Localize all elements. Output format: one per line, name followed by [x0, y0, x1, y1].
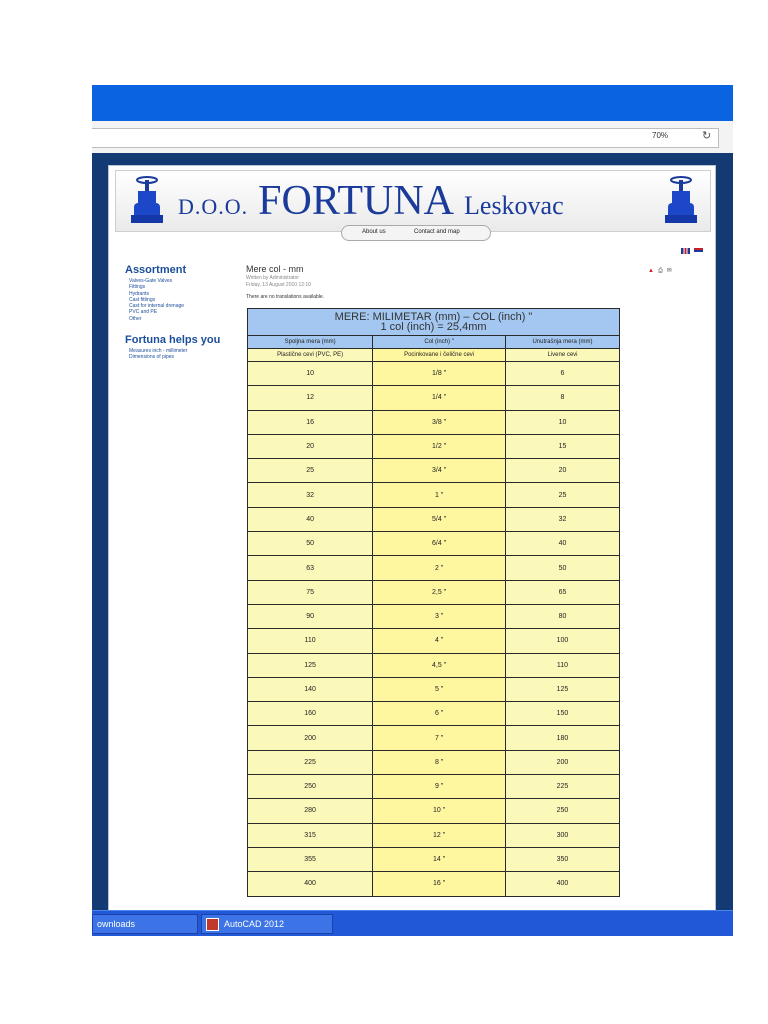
- outer-diameter-cell: 200: [248, 726, 373, 750]
- sidebar-link[interactable]: Fittings: [129, 284, 146, 291]
- sidebar-link[interactable]: PVC and PE: [129, 309, 158, 316]
- address-bar[interactable]: [92, 128, 719, 148]
- sidebar-link[interactable]: Cast for internal drenage: [129, 303, 185, 310]
- column-header: Col (inch) ": [373, 336, 506, 349]
- email-icon[interactable]: ✉: [666, 268, 672, 274]
- table-row: [248, 434, 620, 458]
- table-title: [248, 309, 620, 336]
- autocad-icon: [206, 918, 219, 931]
- zoom-level[interactable]: 70%: [652, 131, 669, 140]
- article-author: Written by Administrator: [246, 275, 299, 281]
- taskbar-item-label: AutoCAD 2012: [224, 919, 285, 929]
- outer-diameter-cell: 355: [248, 847, 373, 871]
- table-row: [248, 532, 620, 556]
- inner-diameter-cell: 32: [505, 507, 619, 531]
- refresh-icon[interactable]: ↻: [702, 130, 712, 142]
- outer-diameter-cell: 50: [248, 532, 373, 556]
- table-row: [248, 362, 620, 386]
- outer-diameter-cell: 12: [248, 386, 373, 410]
- uk-flag-icon[interactable]: [681, 248, 690, 254]
- inch-size-cell: 5 ": [373, 677, 506, 701]
- outer-diameter-cell: 125: [248, 653, 373, 677]
- column-header: Spoljna mera (mm): [248, 336, 373, 349]
- column-header: Unutrašnja mera (mm): [505, 336, 619, 349]
- table-row: [248, 799, 620, 823]
- web-page: [108, 165, 716, 910]
- taskbar-item-autocad[interactable]: [201, 914, 333, 934]
- article: [246, 264, 626, 300]
- sidebar-heading-assortment: Assortment: [125, 264, 187, 276]
- inch-size-cell: 8 ": [373, 750, 506, 774]
- inch-size-cell: 16 ": [373, 872, 506, 896]
- browser-title-bar: [92, 85, 733, 121]
- taskbar-item-downloads[interactable]: ownloads: [92, 914, 198, 934]
- inner-diameter-cell: 80: [505, 604, 619, 628]
- inner-diameter-cell: 15: [505, 434, 619, 458]
- inch-size-cell: 3/8 ": [373, 410, 506, 434]
- main-nav: [341, 225, 491, 241]
- nav-contact-and-map[interactable]: Contact and map: [414, 229, 460, 235]
- table-row: [248, 507, 620, 531]
- sidebar-link[interactable]: Dimensions of pipes: [129, 354, 175, 361]
- sidebar-link[interactable]: Measures inch - millimeter: [129, 348, 188, 355]
- inch-size-cell: 2,5 ": [373, 580, 506, 604]
- outer-diameter-cell: 225: [248, 750, 373, 774]
- outer-diameter-cell: 75: [248, 580, 373, 604]
- language-switcher: [679, 248, 703, 256]
- outer-diameter-cell: 160: [248, 702, 373, 726]
- table-row: [248, 556, 620, 580]
- outer-diameter-cell: 400: [248, 872, 373, 896]
- inch-size-cell: 6/4 ": [373, 532, 506, 556]
- table-row: [248, 580, 620, 604]
- table-row: [248, 459, 620, 483]
- inch-size-cell: 3/4 ": [373, 459, 506, 483]
- table-row: [248, 702, 620, 726]
- inner-diameter-cell: 250: [505, 799, 619, 823]
- table-title-line1: MERE: MILIMETAR (mm) – COL (inch) ": [334, 311, 533, 323]
- translation-notice: There are no translations available.: [246, 294, 325, 300]
- table-title-line2: 1 col (inch) = 25,4mm: [380, 321, 487, 333]
- inch-size-cell: 4,5 ": [373, 653, 506, 677]
- inner-diameter-cell: 180: [505, 726, 619, 750]
- outer-diameter-cell: 40: [248, 507, 373, 531]
- inner-diameter-cell: 40: [505, 532, 619, 556]
- outer-diameter-cell: 20: [248, 434, 373, 458]
- serbia-flag-icon[interactable]: [694, 248, 703, 254]
- table-row: [248, 677, 620, 701]
- inner-diameter-cell: 8: [505, 386, 619, 410]
- table-row: [248, 604, 620, 628]
- browser-toolbar: [92, 121, 733, 154]
- logo-city: Leskovac: [464, 191, 564, 220]
- column-subheader: Plastične cevi (PVC, PE): [248, 349, 373, 362]
- measures-table: [247, 308, 620, 897]
- inch-size-cell: 2 ": [373, 556, 506, 580]
- outer-diameter-cell: 16: [248, 410, 373, 434]
- table-row: [248, 386, 620, 410]
- inch-size-cell: 1/4 ": [373, 386, 506, 410]
- gate-valve-icon: [130, 175, 164, 227]
- outer-diameter-cell: 110: [248, 629, 373, 653]
- gate-valve-icon: [664, 175, 698, 227]
- article-tools: [648, 267, 676, 275]
- inner-diameter-cell: 225: [505, 775, 619, 799]
- pdf-icon[interactable]: ▲: [648, 268, 654, 274]
- table-body: [248, 362, 620, 897]
- table-row: [248, 726, 620, 750]
- outer-diameter-cell: 90: [248, 604, 373, 628]
- outer-diameter-cell: 280: [248, 799, 373, 823]
- inch-size-cell: 14 ": [373, 847, 506, 871]
- inner-diameter-cell: 350: [505, 847, 619, 871]
- inch-size-cell: 7 ": [373, 726, 506, 750]
- site-logo[interactable]: [178, 177, 658, 225]
- table-row: [248, 823, 620, 847]
- article-date: Friday, 13 August 2010 12:10: [246, 282, 311, 288]
- inner-diameter-cell: 100: [505, 629, 619, 653]
- outer-diameter-cell: 32: [248, 483, 373, 507]
- logo-brand: FORTUNA: [258, 178, 455, 224]
- outer-diameter-cell: 25: [248, 459, 373, 483]
- table-row: [248, 410, 620, 434]
- table-row: [248, 872, 620, 896]
- site-header: [115, 170, 711, 232]
- sidebar-link[interactable]: Hydrants: [129, 290, 150, 297]
- inner-diameter-cell: 25: [505, 483, 619, 507]
- table-row: [248, 775, 620, 799]
- inner-diameter-cell: 200: [505, 750, 619, 774]
- inch-size-cell: 3 ": [373, 604, 506, 628]
- print-icon[interactable]: ⎙: [657, 268, 663, 274]
- column-subheader: Pocinkovane i čelične cevi: [373, 349, 506, 362]
- outer-diameter-cell: 250: [248, 775, 373, 799]
- table-row: [248, 750, 620, 774]
- inner-diameter-cell: 125: [505, 677, 619, 701]
- inner-diameter-cell: 6: [505, 362, 619, 386]
- sidebar-heading-helps: Fortuna helps you: [125, 334, 221, 347]
- inch-size-cell: 1/2 ": [373, 434, 506, 458]
- inch-size-cell: 4 ": [373, 629, 506, 653]
- outer-diameter-cell: 140: [248, 677, 373, 701]
- table-row: [248, 847, 620, 871]
- outer-diameter-cell: 10: [248, 362, 373, 386]
- table-row: [248, 629, 620, 653]
- sidebar-link[interactable]: Valves-Gate Valves: [129, 278, 173, 284]
- table-row: [248, 653, 620, 677]
- inner-diameter-cell: 400: [505, 872, 619, 896]
- inner-diameter-cell: 300: [505, 823, 619, 847]
- logo-prefix: D.O.O.: [178, 194, 249, 219]
- inch-size-cell: 12 ": [373, 823, 506, 847]
- inch-size-cell: 1/8 ": [373, 362, 506, 386]
- table-row: [248, 483, 620, 507]
- inch-size-cell: 10 ": [373, 799, 506, 823]
- nav-about-us[interactable]: About us: [362, 229, 386, 235]
- inch-size-cell: 5/4 ": [373, 507, 506, 531]
- article-title: Mere col - mm: [246, 264, 304, 274]
- outer-diameter-cell: 315: [248, 823, 373, 847]
- taskbar: [92, 910, 733, 936]
- inner-diameter-cell: 110: [505, 653, 619, 677]
- sidebar: [125, 264, 235, 361]
- inch-size-cell: 6 ": [373, 702, 506, 726]
- column-subheader: Livene cevi: [505, 349, 619, 362]
- outer-diameter-cell: 63: [248, 556, 373, 580]
- sidebar-link[interactable]: Other: [129, 315, 142, 322]
- sidebar-link[interactable]: Cast fittings: [129, 296, 156, 303]
- inner-diameter-cell: 150: [505, 702, 619, 726]
- inch-size-cell: 9 ": [373, 775, 506, 799]
- inner-diameter-cell: 50: [505, 556, 619, 580]
- inch-size-cell: 1 ": [373, 483, 506, 507]
- browser-viewport: [92, 153, 733, 910]
- inner-diameter-cell: 10: [505, 410, 619, 434]
- inner-diameter-cell: 20: [505, 459, 619, 483]
- inner-diameter-cell: 65: [505, 580, 619, 604]
